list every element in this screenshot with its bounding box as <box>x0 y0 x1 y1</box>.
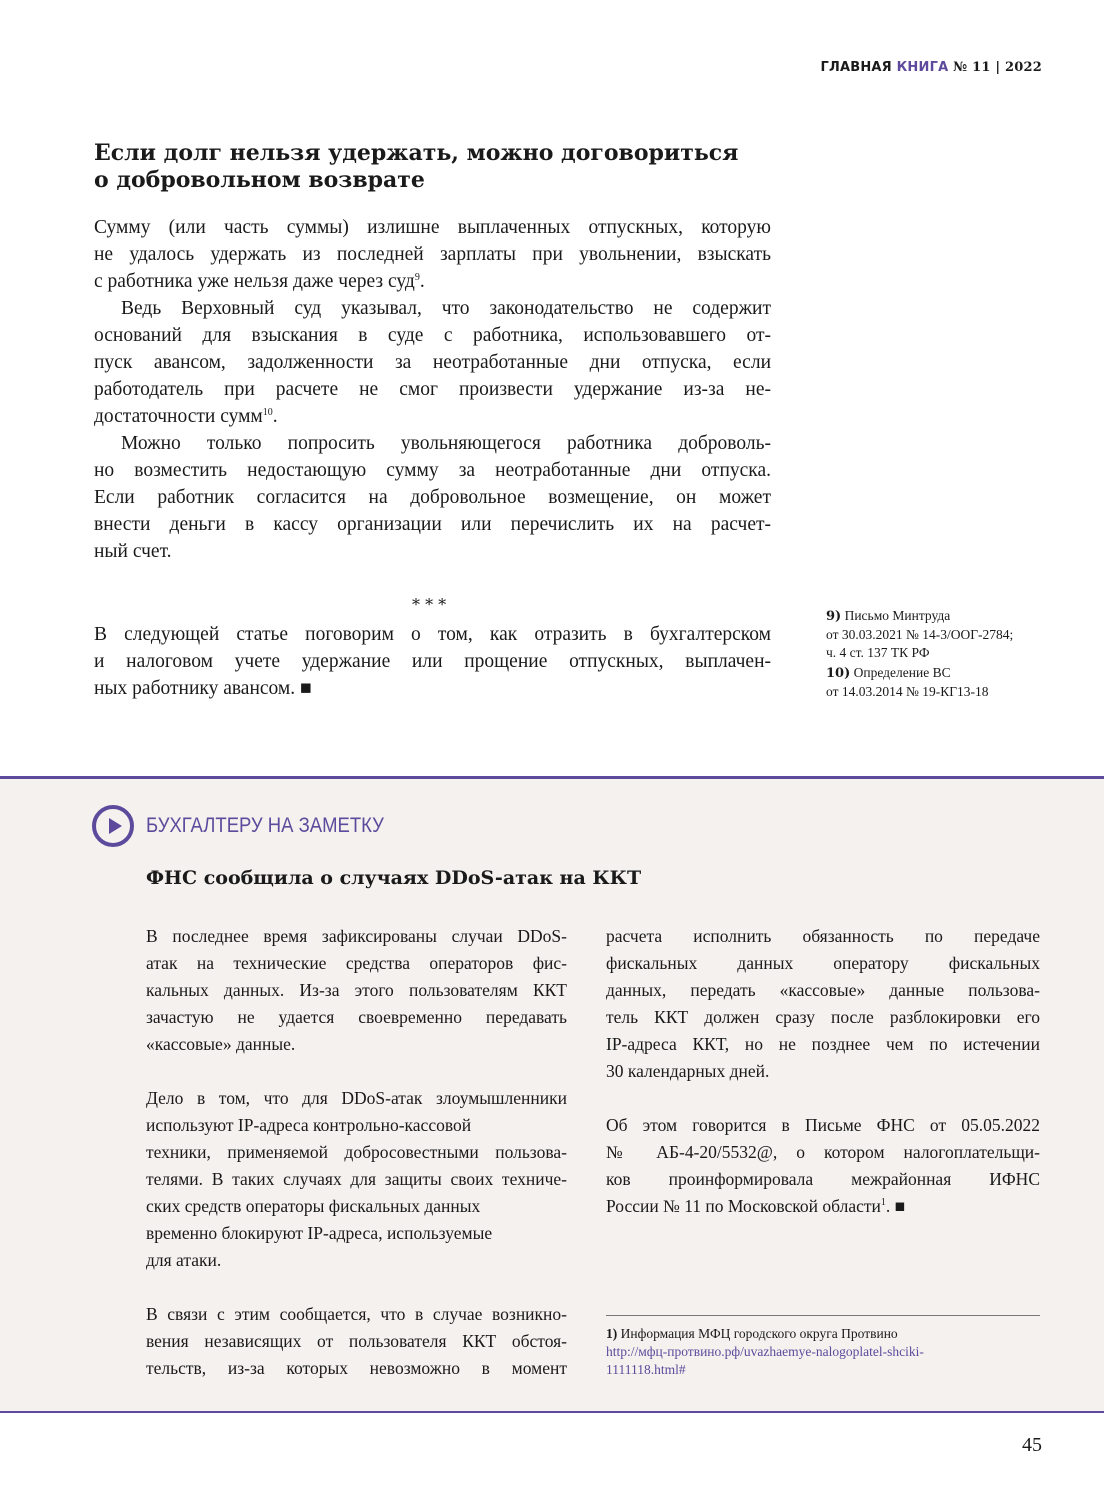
footnote-text: от 14.03.2014 № 19-КГ13-18 <box>826 684 989 699</box>
article-heading <box>94 140 794 194</box>
text-line: Об этом говорится в Письме ФНС от 05.05.2022 <box>606 1115 1040 1135</box>
source-link[interactable]: http://мфц-протвино.рф/uvazhaemye-nalogoplatel-shciki- <box>606 1344 924 1359</box>
text-line: В связи с этим сообщается, что в случае возникно- <box>146 1304 567 1324</box>
text-line: оснований для взыскания в суде с работника, использовавшего от- <box>94 325 771 346</box>
text-line: данных, передать «кассовые» данные пользова- <box>606 980 1040 1000</box>
text-line: В следующей статье поговорим о том, как отразить в бухгалтерском <box>94 624 771 645</box>
footnote-ref[interactable]: 10 <box>262 407 273 418</box>
text-line: кальных данных. Из-за этого пользователям ККТ <box>146 980 567 1000</box>
text-line: ских средств операторы фискальных данных <box>146 1196 481 1216</box>
text-line: для атаки. <box>146 1250 222 1270</box>
source-link[interactable]: 1111118.html# <box>606 1362 686 1377</box>
text-line: работодатель при расчете не смог произвести удержание из-за не- <box>94 379 771 400</box>
text-line: тель ККТ должен сразу после разблокировки его <box>606 1007 1040 1027</box>
footnote-text: Определение ВС <box>853 665 951 680</box>
text-line: Дело в том, что для DDoS-атак злоумышленники <box>146 1088 567 1108</box>
text-line: Ведь Верховный суд указывал, что законодательство не содержит <box>121 298 771 319</box>
box-title: ФНС сообщила о случаях DDoS-атак на ККТ <box>146 867 642 889</box>
footnote-num: 9) <box>826 609 842 624</box>
text-line <box>606 1193 1040 1220</box>
footnote-text: ч. 4 ст. 137 ТК РФ <box>826 645 930 660</box>
text-line: внести деньги в кассу организации или перечислить их на расчет- <box>94 514 771 535</box>
text-line: вения независящих от пользователя ККТ обстоя- <box>146 1331 567 1351</box>
text-line: атак на технические средства операторов фис- <box>146 953 567 973</box>
footnote-num: 10) <box>826 666 851 681</box>
footnote-num: 1) <box>606 1326 618 1341</box>
text-line: но возместить недостающую сумму за неотработанные дни отпуска. <box>94 460 771 481</box>
text-line: IP-адреса ККТ, но не позднее чем по истечении <box>606 1034 1040 1054</box>
text-line: используют IP-адреса контрольно-кассовой <box>146 1115 472 1135</box>
text-line: ный счет. <box>94 541 172 562</box>
footnote-text: Письмо Минтруда <box>844 608 951 623</box>
text: достаточности сумм <box>94 406 263 427</box>
text-line: тельств, из-за которых невозможно в момент <box>146 1358 567 1378</box>
brand-part-2: КНИГА <box>896 60 949 75</box>
issue-number: № 11 | 2022 <box>953 60 1042 75</box>
heading-line: Если долг нельзя удержать, можно договориться <box>94 140 739 166</box>
heading-line: о добровольном возврате <box>94 167 425 193</box>
running-header <box>820 60 1042 75</box>
text: . <box>419 271 425 292</box>
text-line: временно блокируют IP-адреса, используемые <box>146 1223 493 1243</box>
footnote-ref[interactable]: 1 <box>880 1197 886 1208</box>
text-line: зачастую не удается своевременно передавать <box>146 1007 567 1027</box>
paragraph-4 <box>94 621 771 702</box>
brand-part-1: ГЛАВНАЯ <box>820 60 892 75</box>
text-line: телями. В таких случаях для защиты своих техниче- <box>146 1169 567 1189</box>
footnote-divider <box>606 1315 1040 1316</box>
text: с работника уже нельзя даже через суд <box>94 271 415 292</box>
paragraph-1 <box>94 214 771 565</box>
page-number: 45 <box>1022 1434 1042 1456</box>
text-line: пуск авансом, задолженности за неотработанные дни отпуска, если <box>94 352 771 373</box>
box-right-column <box>606 923 1040 1220</box>
text-line: В последнее время зафиксированы случаи DDoS- <box>146 926 567 946</box>
box-left-column <box>146 923 567 1382</box>
text-line: и налоговом учете удержание или прощение отпускных, выплачен- <box>94 651 771 672</box>
text-line: ных работнику авансом. ■ <box>94 678 312 699</box>
text-line: ков проинформировала межрайонная ИФНС <box>606 1169 1040 1189</box>
text-line: Сумму (или часть суммы) излишне выплаченных отпускных, которую <box>94 217 771 238</box>
text-line: техники, применяемой добросовестными пользова- <box>146 1142 567 1162</box>
separator: * * * <box>412 595 447 614</box>
footnote-text: от 30.03.2021 № 14-3/ООГ-2784; <box>826 627 1014 642</box>
footnote-10 <box>826 664 989 701</box>
text-line <box>94 268 771 295</box>
play-circle-icon <box>92 805 134 847</box>
box-footnote <box>606 1325 924 1379</box>
text: . <box>272 406 278 427</box>
text: . ■ <box>885 1196 906 1216</box>
text-line: № АБ-4-20/5532@, о котором налогоплательщи- <box>606 1142 1040 1162</box>
text-line: расчета исполнить обязанность по передаче <box>606 926 1040 946</box>
text-line: 30 календарных дней. <box>606 1061 770 1081</box>
text-line: «кассовые» данные. <box>146 1034 296 1054</box>
text-line: Можно только попросить увольняющегося работника доброволь- <box>121 433 771 454</box>
rubric-label: БУХГАЛТЕРУ НА ЗАМЕТКУ <box>146 814 384 837</box>
text-line <box>94 403 771 430</box>
footnote-9 <box>826 607 1013 662</box>
sidebar-box <box>0 776 1104 1413</box>
text-line: Если работник согласится на добровольное возмещение, он может <box>94 487 771 508</box>
footnote-text: Информация МФЦ городского округа Протвино <box>620 1326 898 1341</box>
text: России № 11 по Московской области <box>606 1196 881 1216</box>
text-line: не удалось удержать из последней зарплаты при увольнении, взыскать <box>94 244 771 265</box>
footnote-ref[interactable]: 9 <box>414 272 420 283</box>
rubric <box>92 805 416 847</box>
text-line: фискальных данных оператору фискальных <box>606 953 1040 973</box>
